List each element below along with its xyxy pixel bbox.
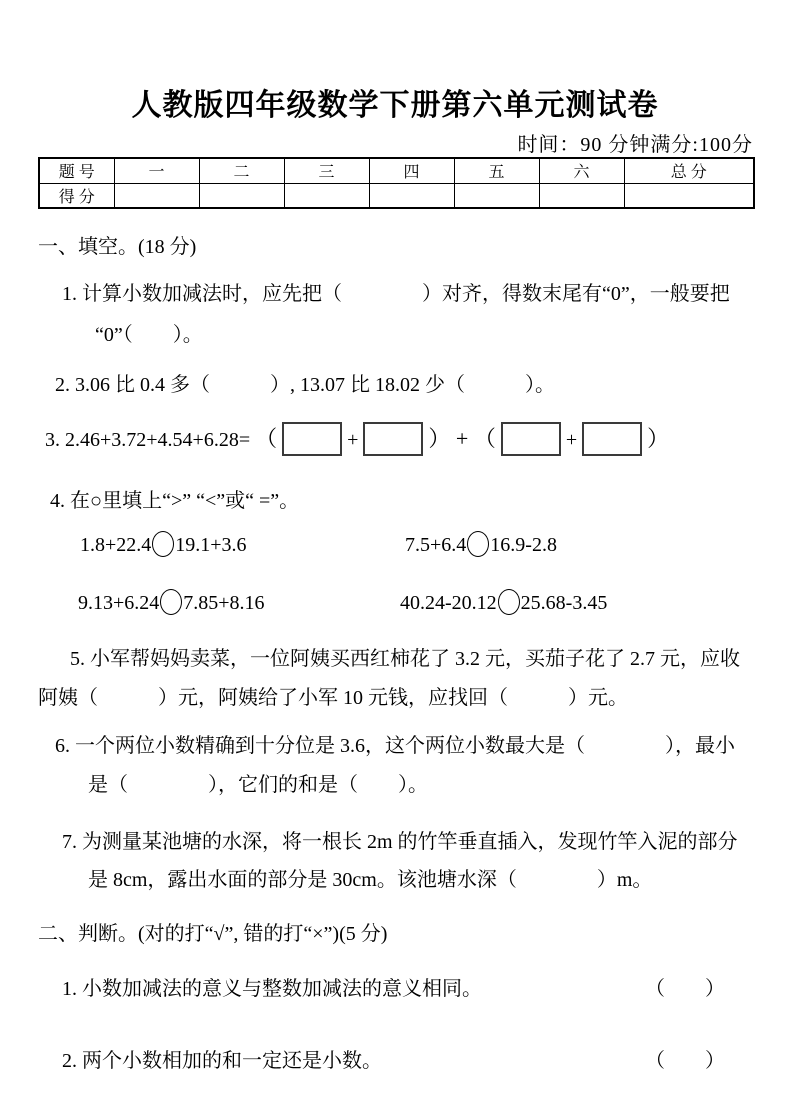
score-table-header-row bbox=[39, 158, 754, 183]
q3-plus-sign-1: + bbox=[347, 429, 359, 451]
comparison-right: 25.68-3.45 bbox=[520, 592, 608, 614]
q3-middle-parens: ） + （ bbox=[428, 426, 496, 451]
page-title: 人教版四年级数学下册第六单元测试卷 bbox=[131, 88, 659, 123]
exam-time-score-info: 时间：90 分钟满分:100分 bbox=[517, 134, 753, 156]
score-cell-empty bbox=[454, 183, 539, 208]
question-2: 2. 3.06 比 0.4 多（ ）, 13.07 比 18.02 少（ ）。 bbox=[55, 374, 555, 396]
header-cell-part-1: 一 bbox=[114, 158, 199, 183]
question-4-heading: 4. 在○里填上“>” “<”或“ =”。 bbox=[50, 490, 300, 512]
question-6-line-1: 6. 一个两位小数精确到十分位是 3.6，这个两位小数最大是（ ），最小 bbox=[55, 735, 735, 757]
comparison-item-1 bbox=[80, 531, 247, 557]
section-two-heading: 二、判断。(对的打“√”, 错的打“×”)(5 分) bbox=[38, 923, 388, 945]
comparison-item-3 bbox=[78, 589, 265, 615]
q3-answer-box-4 bbox=[582, 422, 642, 456]
comparison-left: 40.24-20.12 bbox=[400, 592, 497, 614]
score-label-cell: 得 分 bbox=[39, 183, 114, 208]
comparison-item-2 bbox=[405, 531, 557, 557]
header-cell-question-number: 题 号 bbox=[39, 158, 114, 183]
comparison-item-4 bbox=[400, 589, 607, 615]
question-7-line-1: 7. 为测量某池塘的水深，将一根长 2m 的竹竿垂直插入，发现竹竿入泥的部分 bbox=[62, 831, 738, 853]
score-cell-empty bbox=[369, 183, 454, 208]
q3-answer-box-2 bbox=[363, 422, 423, 456]
score-cell-empty bbox=[284, 183, 369, 208]
header-cell-part-3: 三 bbox=[284, 158, 369, 183]
comparison-right: 7.85+8.16 bbox=[183, 592, 265, 614]
header-cell-total: 总 分 bbox=[624, 158, 754, 183]
score-table bbox=[38, 157, 755, 209]
question-1-line-1: 1. 计算小数加减法时，应先把（ ）对齐，得数末尾有“0”，一般要把 bbox=[62, 283, 730, 305]
question-1-line-2: “0”（ ）。 bbox=[95, 324, 203, 346]
score-cell-empty bbox=[624, 183, 754, 208]
judge-answer-blank: （ ） bbox=[645, 978, 725, 1000]
header-cell-part-6: 六 bbox=[539, 158, 624, 183]
header-cell-part-2: 二 bbox=[199, 158, 284, 183]
q3-close-paren: ） bbox=[647, 426, 670, 451]
judge-statement: 2. 两个小数相加的和一定还是小数。 bbox=[62, 1050, 382, 1072]
header-cell-part-5: 五 bbox=[454, 158, 539, 183]
comparison-circle bbox=[152, 531, 174, 557]
q3-open-paren: （ bbox=[255, 426, 278, 451]
q3-answer-box-1 bbox=[282, 422, 342, 456]
score-cell-empty bbox=[114, 183, 199, 208]
score-cell-empty bbox=[539, 183, 624, 208]
question-6-line-2: 是（ ），它们的和是（ ）。 bbox=[88, 774, 428, 796]
q3-plus-sign-2: + bbox=[565, 429, 578, 451]
section-one-heading: 一、填空。(18 分) bbox=[38, 236, 197, 258]
comparison-right: 19.1+3.6 bbox=[175, 534, 247, 556]
comparison-left: 1.8+22.4 bbox=[80, 534, 152, 556]
comparison-right: 16.9-2.8 bbox=[490, 534, 557, 556]
comparison-circle bbox=[160, 589, 182, 615]
question-5-line-1: 5. 小军帮妈妈卖菜，一位阿姨买西红柿花了 3.2 元，买茄子花了 2.7 元，应收 bbox=[70, 648, 740, 670]
comparison-circle bbox=[498, 589, 520, 615]
question-5-line-2: 阿姨（ ）元，阿姨给了小军 10 元钱，应找回（ ）元。 bbox=[38, 687, 628, 709]
q3-answer-box-3 bbox=[501, 422, 561, 456]
score-cell-empty bbox=[199, 183, 284, 208]
judge-answer-blank: （ ） bbox=[645, 1050, 725, 1072]
comparison-left: 7.5+6.4 bbox=[405, 534, 467, 556]
question-3 bbox=[45, 420, 669, 460]
score-table-score-row bbox=[39, 183, 754, 208]
header-cell-part-4: 四 bbox=[369, 158, 454, 183]
judge-statement: 1. 小数加减法的意义与整数加减法的意义相同。 bbox=[62, 978, 482, 1000]
comparison-left: 9.13+6.24 bbox=[78, 592, 160, 614]
comparison-circle bbox=[467, 531, 489, 557]
question-7-line-2: 是 8cm，露出水面的部分是 30cm。该池塘水深（ ）m。 bbox=[88, 869, 653, 891]
q3-expression: 3. 2.46+3.72+4.54+6.28= bbox=[45, 429, 251, 451]
